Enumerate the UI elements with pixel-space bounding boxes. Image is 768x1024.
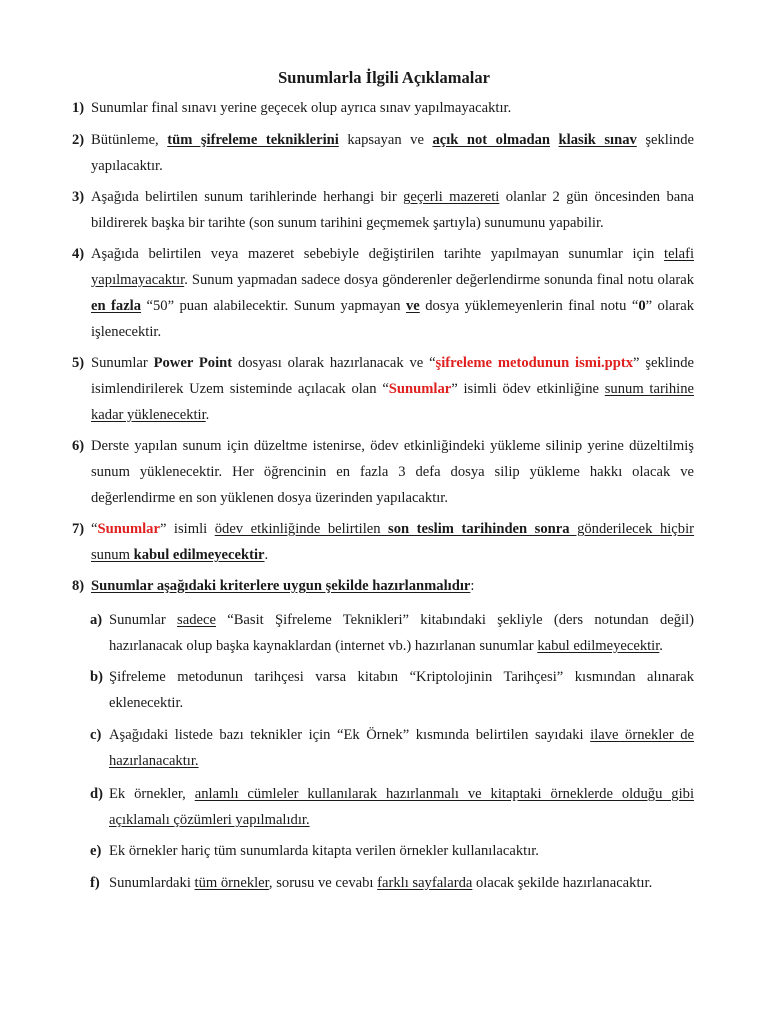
red-highlight-text: Sunumlar [97, 521, 160, 537]
sub-item-text [90, 607, 694, 659]
item-number: 5) [72, 355, 85, 371]
underlined-bold-text: kabul edilmeyecektir [133, 547, 265, 563]
text-run: Aşağıdaki listede bazı teknikler için “Ek Örnek” kısmında belirtilen sayıdaki [109, 727, 591, 743]
underlined-text: sunum tarihine kadar yüklenecektir [91, 381, 694, 423]
item-number: 7) [72, 521, 85, 537]
page-title: Sunumlarla İlgili Açıklamalar [278, 68, 490, 87]
text-run: Aşağıda belirtilen veya mazeret sebebiyle değiştirilen tarihte yapılmayan sunumlar için [91, 246, 665, 262]
item-number: 1) [72, 100, 85, 116]
text-run: Sunumlar [91, 355, 154, 371]
bold-text: 0 [638, 298, 646, 314]
text-run: , sorusu ve cevabı [268, 875, 378, 891]
text-run: Bütünleme, [91, 132, 168, 148]
bold-text: Power Point [153, 355, 233, 371]
item-text [72, 433, 694, 511]
text-run: . [264, 547, 269, 563]
item-text [72, 127, 694, 179]
list-item-2 [72, 127, 694, 179]
sub-item-letter: d) [90, 786, 103, 802]
underlined-text: sadece [177, 612, 216, 628]
underlined-bold-text: son teslim tarihinden sonra [388, 521, 570, 537]
sub-item-e [90, 838, 694, 864]
underlined-bold-text: Sunumlar aşağıdaki kriterlere uygun şekilde hazırlanmalıdır [91, 578, 471, 594]
underlined-bold-text: açık not olmadan [432, 132, 551, 148]
text-run: : [470, 578, 475, 594]
list-item-5 [72, 350, 694, 428]
underlined-text: farklı sayfalarda [377, 875, 473, 891]
sub-item-letter: b) [90, 669, 103, 685]
text-run: dosyası olarak hazırlanacak ve “ [232, 355, 436, 371]
red-highlight-text: Sunumlar [388, 381, 452, 397]
underlined-text: anlamlı cümleler kullanılarak hazırlanmalı ve kitaptaki örneklerde olduğu gibi açıklamalı çözümleri yapılmalıdır. [109, 786, 694, 828]
item-text [72, 573, 694, 599]
text-run: Derste yapılan sunum için düzeltme istenirse, ödev etkinliğindeki yükleme silinip yerine düzeltilmiş sunum yüklenecektir. Her öğrencinin en fazla 3 defa dosya silip yükleme hakkı olacak ve değerlendirme en son yüklenen dosya üzerinden yapılacaktır. [91, 438, 694, 506]
underlined-bold-text: en fazla [91, 298, 142, 314]
text-run: şeklinde yapılacaktır. [91, 132, 694, 174]
item-number: 6) [72, 438, 85, 454]
text-run: olanlar 2 gün öncesinden bana bildirerek başka bir tarihte (son sunum tarihini geçmemek şartıyla) sunumunu yapabilir. [91, 189, 694, 231]
sub-item-letter: f) [90, 875, 100, 891]
sub-item-text [90, 838, 694, 864]
text-run: . [205, 407, 210, 423]
sub-item-text [90, 722, 694, 774]
text-run: ” isimli ödev etkinliğine [451, 381, 605, 397]
text-run: . Sunum yapmadan sadece dosya gönderenler değerlendirme sonunda final notu olarak [184, 272, 694, 288]
item-text [72, 241, 694, 345]
text-run: kapsayan ve [338, 132, 433, 148]
sub-item-f [90, 870, 694, 896]
list-item-6 [72, 433, 694, 511]
text-run: dosya yüklemeyenlerin final notu “ [419, 298, 639, 314]
item-text [72, 95, 694, 121]
underlined-bold-text: klasik sınav [558, 132, 637, 148]
item-text [72, 516, 694, 568]
list-item-7 [72, 516, 694, 568]
sub-item-text [90, 664, 694, 716]
underlined-bold-text: tüm şifreleme tekniklerini [167, 132, 339, 148]
sub-item-a [90, 607, 694, 659]
underlined-text: ödev etkinliğinde belirtilen [214, 521, 389, 537]
item-text [72, 184, 694, 236]
text-run: ” isimli [159, 521, 215, 537]
sub-item-text [90, 781, 694, 833]
sub-item-letter: a) [90, 612, 103, 628]
red-highlight-text: şifreleme metodunun ismi.pptx [435, 355, 634, 371]
text-run: Ek örnekler, [109, 786, 195, 802]
text-run: Sunumlar [109, 612, 178, 628]
text-run: Aşağıda belirtilen sunum tarihlerinde herhangi bir [91, 189, 404, 205]
text-run: Ek örnekler hariç tüm sunumlarda kitapta verilen örnekler kullanılacaktır. [109, 843, 539, 859]
text-run: “50” puan alabilecektir. Sunum yapmayan [141, 298, 406, 314]
text-run: . [659, 638, 663, 654]
sub-item-d [90, 781, 694, 833]
list-item-1 [72, 95, 694, 121]
text-run: ” olarak işlenecektir. [91, 298, 695, 340]
underlined-text: gönderilecek hiçbir sunum [91, 521, 694, 563]
text-run: ” şeklinde isimlendirilerek Uzem sisteminde açılacak olan “ [91, 355, 694, 397]
text-run: “Basit Şifreleme Teknikleri” kitabındaki şekliyle (ders notundan değil) hazırlanacak olup başka kaynaklardan (internet vb.) hazırlanan sunumlar [109, 612, 694, 654]
text-run [550, 132, 559, 148]
sub-item-b [90, 664, 694, 716]
sub-item-letter: e) [90, 843, 102, 859]
sub-item-text [90, 870, 694, 896]
text-run: olacak şekilde hazırlanacaktır. [472, 875, 653, 891]
text-run: Sunumlardaki [109, 875, 195, 891]
list-item-8 [72, 573, 694, 599]
text-run: Şifreleme metodunun tarihçesi varsa kitabın “Kriptolojinin Tarihçesi” kısmından alınarak eklenecektir. [109, 669, 694, 711]
underlined-text: telafi yapılmayacaktır [91, 246, 694, 288]
item-number: 4) [72, 246, 85, 262]
underlined-text: geçerli mazereti [403, 189, 500, 205]
item-text [72, 350, 694, 428]
sub-item-c [90, 722, 694, 774]
underlined-text: kabul edilmeyecektir [537, 638, 660, 654]
text-run: “ [91, 521, 98, 537]
item-number: 3) [72, 189, 85, 205]
list-item-3 [72, 184, 694, 236]
underlined-text: tüm örnekler [194, 875, 269, 891]
underlined-text: ilave örnekler de hazırlanacaktır. [109, 727, 694, 769]
text-run: Sunumlar final sınavı yerine geçecek olup ayrıca sınav yapılmayacaktır. [91, 100, 512, 116]
item-number: 8) [72, 578, 85, 594]
underlined-bold-text: ve [405, 298, 420, 314]
item-number: 2) [72, 132, 85, 148]
sub-item-letter: c) [90, 727, 102, 743]
list-item-4 [72, 241, 694, 345]
